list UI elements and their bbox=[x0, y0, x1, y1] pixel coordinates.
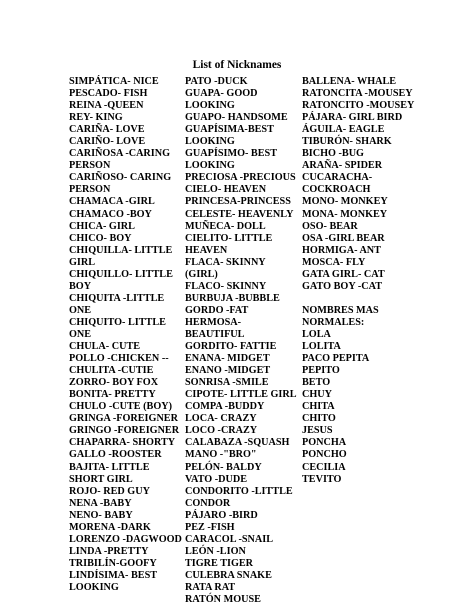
nickname-line: LOCA- CRAZY bbox=[185, 413, 257, 425]
nickname-line: CALABAZA -SQUASH bbox=[185, 437, 290, 449]
nickname-line: CHICO- BOY bbox=[69, 232, 132, 244]
nickname-line: CHAMACO -BOY bbox=[69, 208, 152, 220]
nickname-line: CIPOTE- LITTLE GIRL bbox=[185, 389, 297, 401]
nickname-line: MOSCA- FLY bbox=[302, 256, 366, 268]
nickname-line: PATO -DUCK bbox=[185, 76, 248, 87]
nickname-line: RATA RAT bbox=[185, 581, 236, 593]
nickname-line: LOOKING bbox=[185, 100, 235, 112]
nickname-line: LORENZO -DAGWOOD bbox=[69, 533, 182, 545]
nickname-line: PRECIOSA -PRECIOUS bbox=[185, 172, 296, 184]
nickname-line: TIBURÓN- SHARK bbox=[302, 136, 392, 148]
nickname-line: LOLITA bbox=[302, 341, 341, 353]
nickname-line: ENANO -MIDGET bbox=[185, 365, 271, 377]
nickname-line: BICHO -BUG bbox=[302, 148, 364, 160]
nickname-line: BONITA- PRETTY bbox=[69, 389, 156, 401]
nickname-line: GUAPÍSIMO- BEST bbox=[185, 148, 277, 160]
nickname-line: GUAPO- HANDSOME bbox=[185, 112, 288, 124]
nickname-line: CHIQUITA -LITTLE bbox=[69, 292, 165, 304]
nickname-line: GORDO -FAT bbox=[185, 304, 249, 316]
nickname-line: MONO- MONKEY bbox=[302, 196, 388, 208]
nickname-line: PEPITO bbox=[302, 365, 340, 377]
nickname-line: PESCADO- FISH bbox=[69, 88, 148, 100]
nickname-line: ENANA- MIDGET bbox=[185, 353, 270, 365]
nickname-line: CHIQUITO- LITTLE bbox=[69, 316, 166, 328]
nickname-line: CHULO -CUTE (BOY) bbox=[69, 401, 173, 413]
nickname-line: SONRISA -SMILE bbox=[185, 377, 269, 389]
nickname-line: GUAPA- GOOD bbox=[185, 88, 258, 100]
nickname-line: FLACA- SKINNY bbox=[185, 256, 266, 268]
nickname-line: GATO BOY -CAT bbox=[302, 280, 382, 292]
nickname-line: CIELITO- LITTLE bbox=[185, 232, 273, 244]
nickname-line: CONDORITO -LITTLE bbox=[185, 485, 293, 497]
nickname-line: CHIQUILLO- LITTLE bbox=[69, 268, 173, 280]
nickname-line: HEAVEN bbox=[185, 244, 228, 256]
nickname-line: CUCARACHA- bbox=[302, 172, 373, 184]
nickname-line: LINDÍSIMA- BEST bbox=[69, 569, 158, 581]
nickname-line: PERSON bbox=[69, 184, 111, 196]
nickname-line: FLACO- SKINNY bbox=[185, 280, 267, 292]
nickname-line: PÁJARO -BIRD bbox=[185, 509, 258, 521]
nickname-line: GRINGO -FOREIGNER bbox=[69, 425, 180, 437]
nickname-line: JESUS bbox=[302, 425, 333, 437]
nickname-line: OSO- BEAR bbox=[302, 220, 358, 232]
nickname-line: PERSON bbox=[69, 160, 111, 172]
nickname-line: TIGRE TIGER bbox=[185, 557, 254, 569]
nickname-line: BETO bbox=[302, 377, 331, 389]
nickname-line: PRINCESA-PRINCESS bbox=[185, 196, 291, 208]
nickname-line bbox=[302, 293, 422, 305]
nickname-line: CARIÑOSA -CARING bbox=[69, 148, 171, 160]
nickname-line: COMPA -BUDDY bbox=[185, 401, 265, 413]
nickname-column-3 bbox=[302, 76, 422, 486]
nickname-line: GRINGA -FOREIGNER bbox=[69, 413, 178, 425]
nickname-line: SHORT GIRL bbox=[69, 473, 133, 485]
nickname-line: LOCO -CRAZY bbox=[185, 425, 258, 437]
nickname-line: HORMIGA- ANT bbox=[302, 244, 381, 256]
nickname-line: NORMALES: bbox=[302, 316, 365, 328]
nickname-line: NENA -BABY bbox=[69, 497, 132, 509]
nickname-line: NENO- BABY bbox=[69, 509, 133, 521]
nickname-line: (GIRL) bbox=[185, 268, 218, 280]
nickname-line: POLLO -CHICKEN -- bbox=[69, 353, 169, 365]
nickname-line: ARAÑA- SPIDER bbox=[302, 160, 383, 172]
nickname-line: CHULA- CUTE bbox=[69, 341, 141, 353]
nickname-line: RATONCITO -MOUSEY bbox=[302, 100, 415, 112]
nickname-line: NOMBRES MAS bbox=[302, 304, 379, 316]
nickname-column-1 bbox=[69, 76, 184, 594]
nickname-line: GALLO -ROOSTER bbox=[69, 449, 162, 461]
nickname-line: COCKROACH bbox=[302, 184, 371, 196]
nickname-line: TRIBILÍN-GOOFY bbox=[69, 557, 157, 569]
nickname-line: PÁJARA- GIRL BIRD bbox=[302, 112, 403, 124]
nickname-line: CHAPARRA- SHORTY bbox=[69, 437, 176, 449]
nickname-line: MANO -"BRO" bbox=[185, 449, 257, 461]
nickname-line: GATA GIRL- CAT bbox=[302, 268, 385, 280]
nickname-line: GIRL bbox=[69, 256, 96, 268]
nickname-line: GORDITO- FATTIE bbox=[185, 341, 277, 353]
nickname-line: LEÓN -LION bbox=[185, 545, 246, 557]
nickname-line: CHAMACA -GIRL bbox=[69, 196, 155, 208]
nickname-line: CELESTE- HEAVENLY bbox=[185, 208, 294, 220]
nickname-line: BOY bbox=[69, 280, 92, 292]
nickname-line: BURBUJA -BUBBLE bbox=[185, 292, 280, 304]
nickname-line: CULEBRA SNAKE bbox=[185, 569, 272, 581]
nickname-line: SIMPÁTICA- NICE bbox=[69, 76, 159, 87]
nickname-line: CHITA bbox=[302, 401, 335, 413]
nickname-line: TEVITO bbox=[302, 473, 342, 485]
nickname-line: CARIÑO- LOVE bbox=[69, 136, 146, 148]
nickname-line: CONDOR bbox=[185, 497, 231, 509]
page-title: List of Nicknames bbox=[192, 59, 282, 71]
nickname-line: PONCHA bbox=[302, 437, 347, 449]
nickname-line: REY- KING bbox=[69, 112, 123, 124]
nickname-line: PEZ -FISH bbox=[185, 521, 235, 533]
nickname-line: PACO PEPITA bbox=[302, 353, 370, 365]
nickname-line: ROJO- RED GUY bbox=[69, 485, 150, 497]
nickname-line: LOOKING bbox=[69, 581, 119, 593]
nickname-line: BAJITA- LITTLE bbox=[69, 461, 150, 473]
nickname-line: CECILIA bbox=[302, 461, 346, 473]
nickname-line: CHUY bbox=[302, 389, 332, 401]
nickname-line: CHULITA -CUTIE bbox=[69, 365, 154, 377]
nickname-line: MUÑECA- DOLL bbox=[185, 220, 266, 232]
nickname-line: ONE bbox=[69, 328, 92, 340]
nickname-line: LOOKING bbox=[185, 136, 235, 148]
nickname-line: PONCHO bbox=[302, 449, 347, 461]
nickname-line: CARIÑOSO- CARING bbox=[69, 172, 172, 184]
nickname-line: CIELO- HEAVEN bbox=[185, 184, 267, 196]
nickname-line: REINA -QUEEN bbox=[69, 100, 144, 112]
nickname-line: MONA- MONKEY bbox=[302, 208, 388, 220]
nickname-line: CHITO bbox=[302, 413, 336, 425]
nickname-line: CARIÑA- LOVE bbox=[69, 124, 145, 136]
nickname-line: BALLENA- WHALE bbox=[302, 76, 397, 87]
nickname-line: OSA -GIRL BEAR bbox=[302, 232, 385, 244]
nickname-line: ONE bbox=[69, 304, 92, 316]
nickname-line: LINDA -PRETTY bbox=[69, 545, 149, 557]
nickname-line: ÁGUILA- EAGLE bbox=[302, 124, 385, 136]
nickname-line: HERMOSA- bbox=[185, 316, 242, 328]
nickname-line: MORENA -DARK bbox=[69, 521, 151, 533]
nickname-line: GUAPÍSIMA-BEST bbox=[185, 124, 274, 136]
nickname-line: CARACOL -SNAIL bbox=[185, 533, 274, 545]
nickname-line: RATONCITA -MOUSEY bbox=[302, 88, 413, 100]
nickname-line: PELÓN- BALDY bbox=[185, 461, 262, 473]
nickname-line: LOOKING bbox=[185, 160, 235, 172]
nickname-line: CHIQUILLA- LITTLE bbox=[69, 244, 173, 256]
nickname-line: LOLA bbox=[302, 328, 331, 340]
nickname-line: RATÓN MOUSE bbox=[185, 594, 261, 606]
nickname-line: ZORRO- BOY FOX bbox=[69, 377, 159, 389]
nickname-line: BEAUTIFUL bbox=[185, 328, 245, 340]
nickname-column-2 bbox=[185, 76, 303, 606]
nickname-line: VATO -DUDE bbox=[185, 473, 247, 485]
nickname-line: CHICA- GIRL bbox=[69, 220, 135, 232]
